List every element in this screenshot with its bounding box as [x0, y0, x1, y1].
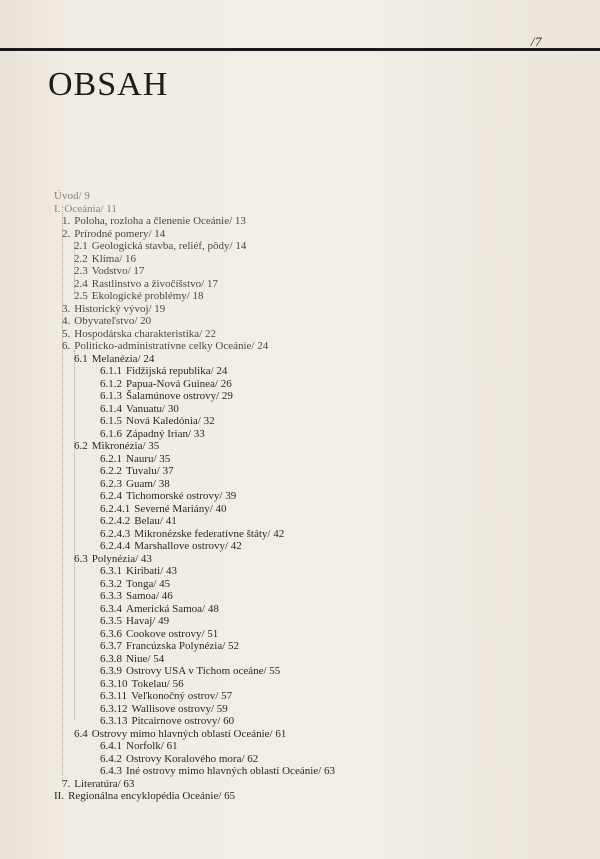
toc-entry	[100, 703, 228, 715]
toc-entry	[100, 753, 258, 765]
toc-entry-text: Fidžijská republika/ 24	[126, 365, 228, 377]
toc-entry	[100, 603, 219, 615]
toc-entry-number: 2.4	[74, 278, 88, 290]
toc-entry-text: Guam/ 38	[126, 478, 170, 490]
toc-entry	[74, 278, 218, 290]
toc-entry	[74, 265, 144, 277]
toc-entry	[100, 528, 284, 540]
toc-entry-number: 6.3.13	[100, 715, 128, 727]
toc-entry-number: 2.	[62, 228, 71, 240]
toc-entry-text: Americká Samoa/ 48	[126, 603, 219, 615]
toc-entry-text: Samoa/ 46	[126, 590, 173, 602]
toc-entry-text: Klíma/ 16	[91, 253, 137, 265]
toc-entry	[62, 315, 151, 327]
toc-entry	[100, 615, 169, 627]
toc-entry	[100, 478, 170, 490]
toc-entry	[74, 253, 136, 265]
toc-entry-number: 2.3	[74, 265, 88, 277]
toc-entry-text: Poloha, rozloha a členenie Oceánie/ 13	[74, 215, 246, 227]
toc-entry-number: 6.1.4	[100, 403, 122, 415]
toc-entry	[74, 240, 246, 252]
toc-entry-text: Marshallove ostrovy/ 42	[134, 540, 242, 552]
toc-entry-number: 5.	[62, 328, 71, 340]
toc-entry	[100, 628, 218, 640]
toc-entry	[100, 428, 205, 440]
toc-entry-number: 6.4.1	[100, 740, 122, 752]
toc-entry-number: 6.3.5	[100, 615, 122, 627]
toc-entry-number: 6.1.6	[100, 428, 122, 440]
toc-entry-number: 6.2.4.4	[100, 540, 131, 552]
header-rule	[0, 48, 600, 51]
toc-entry-text: Veľkonočný ostrov/ 57	[131, 690, 233, 702]
toc-entry-text: Geologická stavba, reliéf, pôdy/ 14	[91, 240, 247, 252]
toc-entry-text: Vodstvo/ 17	[91, 265, 145, 277]
toc-entry-number: 6.4.3	[100, 765, 122, 777]
toc-entry-number: 6.3.11	[100, 690, 128, 702]
toc-entry-number: 6.2.4	[100, 490, 122, 502]
toc-entry-number: 7.	[62, 778, 71, 790]
toc-entry-text: Ekologické problémy/ 18	[91, 290, 204, 302]
toc-entry-text: Cookove ostrovy/ 51	[126, 628, 219, 640]
toc-entry	[100, 540, 242, 552]
toc-entry	[100, 590, 173, 602]
toc-entry-text: Ostrovy mimo hlavných oblastí Oceánie/ 61	[91, 728, 287, 740]
toc-entry-text: Havaj/ 49	[126, 615, 170, 627]
toc-entry-text: Západný Irian/ 33	[126, 428, 205, 440]
toc-entry-text: Literatúra/ 63	[74, 778, 135, 790]
toc-entry-number: 6.2.4.1	[100, 503, 131, 515]
toc-entry	[100, 453, 170, 465]
toc-entry-text: Tokelau/ 56	[131, 678, 184, 690]
toc-entry	[100, 578, 170, 590]
toc-entry-text: Belau/ 41	[134, 515, 177, 527]
toc-entry	[54, 790, 235, 802]
toc-entry	[100, 365, 227, 377]
toc-entry-number: 6.2.4.3	[100, 528, 131, 540]
toc-entry-text: Nová Kaledónia/ 32	[126, 415, 215, 427]
toc-entry-text: Regionálna encyklopédia Oceánie/ 65	[68, 790, 236, 802]
toc-entry-number: 6.	[62, 340, 71, 352]
toc-entry	[62, 228, 165, 240]
toc-entry-text: Niue/ 54	[126, 653, 165, 665]
toc-entry	[100, 690, 232, 702]
toc-entry-number: 6.4	[74, 728, 88, 740]
toc-entry	[100, 378, 232, 390]
toc-entry-text: Tonga/ 45	[126, 578, 171, 590]
toc-entry	[62, 303, 165, 315]
toc-entry-text: Ostrovy Koralového mora/ 62	[126, 753, 259, 765]
toc-entry-number: 6.3.1	[100, 565, 122, 577]
toc-entry	[54, 203, 117, 215]
toc-entry-text: Kiribati/ 43	[126, 565, 178, 577]
toc-entry-text: Tichomorské ostrovy/ 39	[126, 490, 237, 502]
toc-entry-number: 6.3.2	[100, 578, 122, 590]
toc-entry	[62, 328, 216, 340]
toc-entry-number: 6.3.8	[100, 653, 122, 665]
toc-entry	[100, 515, 177, 527]
toc-entry	[100, 640, 239, 652]
toc-entry-number: II.	[54, 790, 65, 802]
toc-entry	[100, 565, 177, 577]
toc-entry-number: 6.3.7	[100, 640, 122, 652]
toc-entry-number: 6.2.1	[100, 453, 122, 465]
toc-entry-number: 6.3.4	[100, 603, 122, 615]
toc-entry	[62, 215, 246, 227]
toc-entry	[100, 678, 184, 690]
page-number: /7	[530, 34, 542, 49]
toc-entry-number: 2.2	[74, 253, 88, 265]
toc-entry-text: Norfolk/ 61	[126, 740, 178, 752]
toc-entry	[62, 778, 134, 790]
toc-entry	[62, 340, 268, 352]
toc-entry-text: Prírodné pomery/ 14	[74, 228, 166, 240]
toc-entry-text: Melanézia/ 24	[91, 353, 155, 365]
toc-entry-number: 6.1.1	[100, 365, 122, 377]
toc-entry	[100, 740, 178, 752]
toc-entry-number: 6.3.3	[100, 590, 122, 602]
toc-entry-text: Mikronézia/ 35	[91, 440, 160, 452]
toc-entry-text: Obyvateľstvo/ 20	[74, 315, 152, 327]
toc-entry-number: 6.3.10	[100, 678, 128, 690]
toc-entry-text: Pitcairnove ostrovy/ 60	[131, 715, 235, 727]
toc-entry-number: 6.3.6	[100, 628, 122, 640]
toc-entry-number: 6.2.4.2	[100, 515, 131, 527]
toc-entry-number: 6.1.2	[100, 378, 122, 390]
toc-entry-text: Mikronézske federatívne štáty/ 42	[134, 528, 285, 540]
toc-entry	[54, 190, 90, 202]
toc-entry-number: 2.1	[74, 240, 88, 252]
toc-entry	[100, 653, 164, 665]
toc-entry	[100, 490, 236, 502]
toc-entry-number: 6.2.2	[100, 465, 122, 477]
toc-entry-number: 6.1.3	[100, 390, 122, 402]
toc-entry	[100, 390, 233, 402]
toc-entry-text: Tuvalu/ 37	[126, 465, 174, 477]
toc-entry-number: 1.	[62, 215, 71, 227]
toc-entry-text: Francúzska Polynézia/ 52	[126, 640, 240, 652]
toc-entry-text: Politicko-administratívne celky Oceánie/ 24	[74, 340, 269, 352]
toc-entry-text: Rastlinstvo a živočíšstvo/ 17	[91, 278, 218, 290]
toc-entry	[100, 465, 174, 477]
toc-entry	[100, 415, 215, 427]
toc-entry-number: 6.3.12	[100, 703, 128, 715]
toc-entry-number: I.	[54, 203, 61, 215]
toc-entry-text: Ostrovy USA v Tichom oceáne/ 55	[126, 665, 281, 677]
toc-entry-number: 6.1.5	[100, 415, 122, 427]
toc-entry-text: Wallisove ostrovy/ 59	[131, 703, 228, 715]
toc-entry-text: Hospodárska charakteristika/ 22	[74, 328, 216, 340]
toc-entry-text: Papua-Nová Guinea/ 26	[126, 378, 232, 390]
toc-entry	[100, 765, 335, 777]
toc-entry-text: Šalamúnove ostrovy/ 29	[126, 390, 233, 402]
toc-entry-text: Nauru/ 35	[126, 453, 171, 465]
toc-entry-text: Historický vývoj/ 19	[74, 303, 166, 315]
toc-entry-number: 6.1	[74, 353, 88, 365]
toc-entry	[100, 503, 227, 515]
toc-entry-text: Oceánia/ 11	[64, 203, 117, 215]
toc-entry-text: Vanuatu/ 30	[126, 403, 179, 415]
toc-entry	[74, 440, 159, 452]
toc-entry-number: 6.2	[74, 440, 88, 452]
toc-entry-number: 3.	[62, 303, 71, 315]
toc-entry	[74, 353, 154, 365]
toc-entry-number: 2.5	[74, 290, 88, 302]
toc-entry-number: 6.2.3	[100, 478, 122, 490]
toc-entry	[100, 403, 179, 415]
toc-entry-number: 4.	[62, 315, 71, 327]
toc-entry-text: Severné Mariány/ 40	[134, 503, 227, 515]
toc-entry	[74, 728, 286, 740]
indent-guide-level-2	[74, 350, 75, 720]
page-title: OBSAH	[48, 66, 169, 103]
toc-entry-number: 6.3	[74, 553, 88, 565]
toc-entry-number: 6.4.2	[100, 753, 122, 765]
indent-guide-level-1	[62, 206, 63, 784]
toc-entry-text: Úvod/ 9	[54, 190, 90, 202]
toc-entry-text: Polynézia/ 43	[91, 553, 152, 565]
toc-entry-text: Iné ostrovy mimo hlavných oblastí Oceánie/ 63	[126, 765, 335, 777]
toc-entry	[100, 715, 234, 727]
toc-entry	[100, 665, 280, 677]
toc-entry	[74, 290, 204, 302]
toc-entry-number: 6.3.9	[100, 665, 122, 677]
toc-entry	[74, 553, 152, 565]
